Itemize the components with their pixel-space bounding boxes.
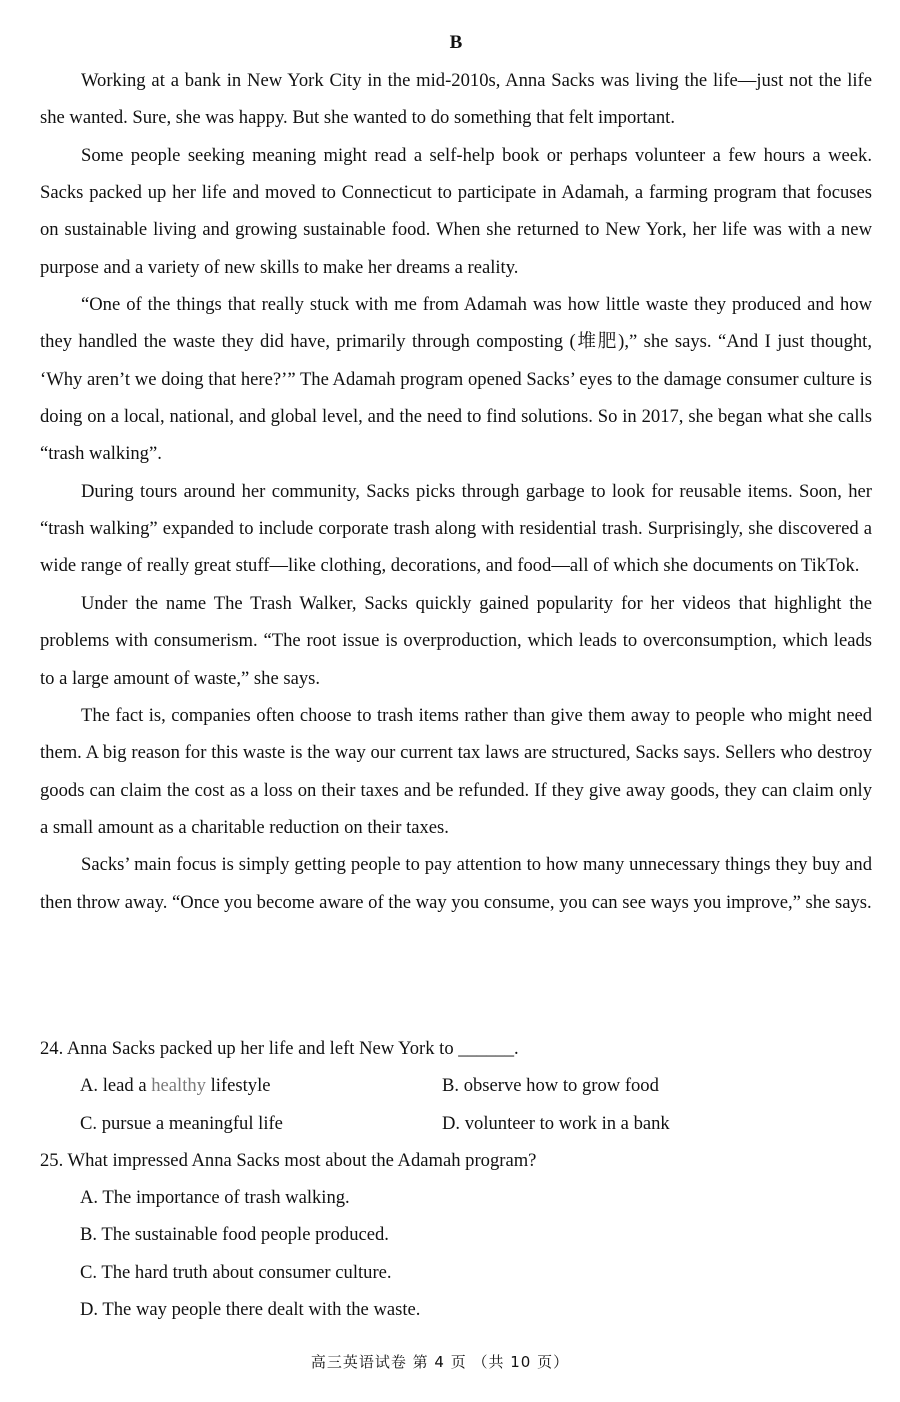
paragraph-7: Sacks’ main focus is simply getting people to pay attention to how many unnecessary things they buy and then throw away. “Once you become aware of the way you consume, you can see ways you improve,” she says. <box>40 854 872 913</box>
option-a-suffix: lifestyle <box>205 1075 271 1097</box>
question-24-options-row-2 <box>40 1105 872 1142</box>
question-25-option-c: C. The hard truth about consumer culture. <box>80 1261 392 1283</box>
page-footer: 高三英语试卷 第 4 页 （共 10 页） <box>310 1353 570 1371</box>
question-25-option-a: A. The importance of trash walking. <box>80 1187 350 1209</box>
reading-passage <box>40 62 872 921</box>
question-24-stem: 24. Anna Sacks packed up her life and left New York to ______. <box>40 1038 519 1059</box>
paragraph-1: Working at a bank in New York City in the mid-2010s, Anna Sacks was living the life—just not the life she wanted. Sure, she was happy. But she wanted to do something that felt important. <box>40 70 872 129</box>
paragraph-3: “One of the things that really stuck with me from Adamah was how little waste they produced and how they handled the waste they did have, primarily through composting (堆肥),” she says. “And I just thought, ‘Why aren’t we doing that here?’” The Adamah program opened Sacks’ eyes to the damage consumer culture is doing on a local, national, and global level, and the need to find solutions. So in 2017, she began what she calls “trash walking”. <box>40 294 872 465</box>
question-24-options-row-1 <box>40 1067 872 1104</box>
question-24-option-d: D. volunteer to work in a bank <box>442 1112 670 1134</box>
question-25-stem: 25. What impressed Anna Sacks most about the Adamah program? <box>40 1149 537 1171</box>
paragraph-4: During tours around her community, Sacks picks through garbage to look for reusable items. Soon, her “trash walking” expanded to include corporate trash along with residential trash. Surprisingly, she discovered a wide range of really great stuff—like clothing, decorations, and food—all of which she documents on TikTok. <box>40 480 872 577</box>
question-24-option-c: C. pursue a meaningful life <box>80 1112 283 1134</box>
paragraph-5: Under the name The Trash Walker, Sacks quickly gained popularity for her videos that highlight the problems with consumerism. “The root issue is overproduction, which leads to overconsumption, which leads to a large amount of waste,” she says. <box>40 592 872 689</box>
paragraph-2: Some people seeking meaning might read a self-help book or perhaps volunteer a few hours a week. Sacks packed up her life and moved to Connecticut to participate in Adamah, a farming program that focuses on sustainable living and growing sustainable food. When she returned to New York, her life was with a new purpose and a variety of new skills to make her dreams a reality. <box>40 144 872 278</box>
question-24-option-b: B. observe how to grow food <box>442 1075 659 1097</box>
question-25-option-d: D. The way people there dealt with the waste. <box>80 1299 421 1321</box>
questions-section <box>40 1030 872 1328</box>
question-24-option-a <box>80 1067 442 1104</box>
question-25-option-b: B. The sustainable food people produced. <box>80 1224 389 1246</box>
paragraph-6: The fact is, companies often choose to trash items rather than give them away to people who might need them. A big reason for this waste is the way our current tax laws are structured, Sacks says. Sellers who destroy goods can claim the cost as a loss on their taxes and be refunded. If they give away goods, they can claim only a small amount as a charitable reduction on their taxes. <box>40 704 872 838</box>
section-label: B <box>449 32 463 53</box>
option-a-prefix: A. lead a <box>80 1075 152 1097</box>
option-a-gray-word: healthy <box>151 1075 206 1097</box>
